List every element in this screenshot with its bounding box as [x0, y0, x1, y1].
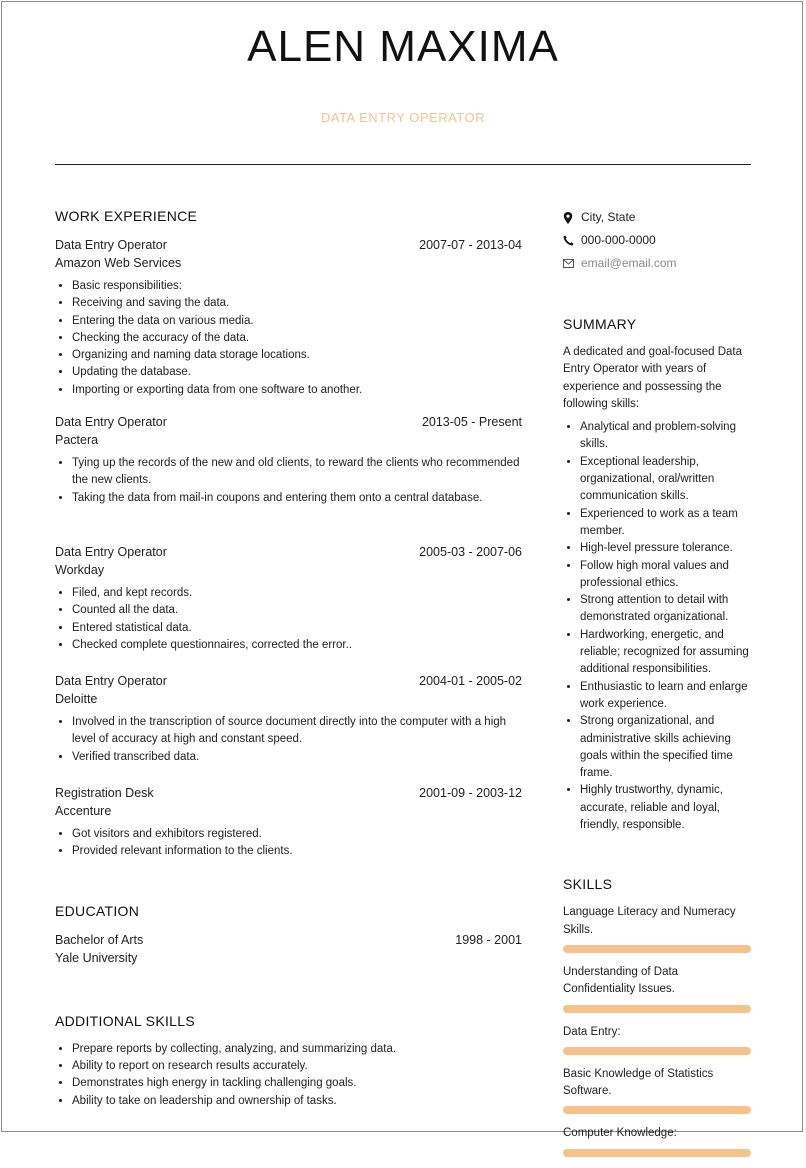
- list-item: • Basic responsibilities:: [72, 278, 522, 295]
- job-entry: [55, 672, 522, 766]
- list-item: • Organizing and naming data storage locations.: [72, 347, 522, 364]
- skill-item: [563, 1125, 751, 1156]
- job-company: Accenture: [55, 804, 112, 819]
- main-column: [55, 208, 522, 1110]
- list-item: • Checked complete questionnaires, corrected the error..: [72, 637, 522, 654]
- skill-level-bar: [563, 1149, 751, 1157]
- candidate-name: ALEN MAXIMA: [247, 22, 559, 71]
- job-bullets: [55, 585, 522, 654]
- skill-item: [563, 1066, 751, 1115]
- job-entry: [55, 236, 522, 399]
- education-dates: 1998 - 2001: [455, 932, 522, 947]
- list-item: • Entering the data on various media.: [72, 313, 522, 330]
- additional-skills-heading: ADDITIONAL SKILLS: [55, 1012, 195, 1029]
- job-dates: 2013-05 - Present: [421, 415, 522, 430]
- list-item: • Prepare reports by collecting, analyzing, and summarizing data.: [72, 1041, 522, 1058]
- education-heading: EDUCATION: [55, 902, 140, 919]
- skill-name: Understanding of Data Confidentiality Issues.: [563, 965, 679, 996]
- skill-level-bar: [563, 1047, 751, 1055]
- job-dates: 2007-07 - 2013-04: [419, 238, 522, 252]
- list-item: • Enthusiastic to learn and enlarge work experience.: [580, 679, 751, 714]
- additional-skills-list: [55, 1041, 522, 1110]
- contact-location: [563, 206, 751, 229]
- work-experience-heading: WORK EXPERIENCE: [55, 208, 198, 224]
- job-position: Data Entry Operator: [55, 415, 167, 430]
- job-entry: [55, 784, 522, 861]
- list-item: • Strong attention to detail with demonstrated organizational.: [580, 592, 751, 627]
- job-position: Registration Desk: [55, 786, 154, 801]
- list-item: • Follow high moral values and professional ethics.: [580, 558, 751, 593]
- skill-level-bar: [563, 1106, 751, 1114]
- contact-phone-text: 000-000-0000: [581, 233, 656, 247]
- candidate-role: DATA ENTRY OPERATOR: [320, 110, 486, 125]
- phone-icon: [563, 235, 581, 246]
- job-company: Amazon Web Services: [55, 256, 182, 270]
- education-school: Yale University: [55, 950, 138, 965]
- list-item: • Importing or exporting data from one software to another.: [72, 382, 522, 399]
- side-column: [563, 206, 751, 1168]
- job-bullets: [55, 714, 522, 766]
- job-dates: 2001-09 - 2003-12: [419, 786, 522, 801]
- list-item: • Filed, and kept records.: [72, 585, 522, 602]
- contact-phone: [563, 229, 751, 252]
- list-item: • Highly trustworthy, dynamic, accurate, reliable and loyal, friendly, responsible.: [580, 782, 751, 834]
- list-item: • Verified transcribed data.: [72, 749, 522, 766]
- job-dates: 2004-01 - 2005-02: [419, 674, 522, 689]
- list-item: • Checking the accuracy of the data.: [72, 330, 522, 347]
- location-pin-icon: [563, 212, 581, 224]
- list-item: • Ability to take on leadership and ownership of tasks.: [72, 1093, 522, 1110]
- skill-item: [563, 1024, 751, 1055]
- job-position: Data Entry Operator: [55, 238, 167, 252]
- skill-item: [563, 904, 751, 953]
- list-item: • Tying up the records of the new and old clients, to reward the clients who recommended the new clients.: [72, 455, 522, 490]
- contact-email[interactable]: [563, 252, 751, 275]
- skill-level-bar: [563, 945, 751, 953]
- list-item: • Involved in the transcription of source document directly into the computer with a high level of accuracy at high and constant speed.: [72, 714, 522, 749]
- summary-skills-list: [563, 419, 751, 834]
- list-item: • Got visitors and exhibitors registered.: [72, 826, 522, 843]
- list-item: • Ability to report on research results accurately.: [72, 1058, 522, 1075]
- summary-text: A dedicated and goal-focused Data Entry Operator with years of experience and possessing the following skills:: [563, 346, 743, 410]
- list-item: • Strong organizational, and administrative skills achieving goals within the specified time frame.: [580, 713, 751, 782]
- list-item: • Updating the database.: [72, 364, 522, 381]
- mail-icon: [563, 259, 581, 268]
- skills-heading: SKILLS: [563, 876, 613, 893]
- job-bullets: [55, 826, 522, 861]
- job-company: Pactera: [55, 433, 99, 448]
- list-item: • Receiving and saving the data.: [72, 295, 522, 312]
- job-bullets: [55, 455, 522, 507]
- list-item: • Taking the data from mail-in coupons and entering them onto a central database.: [72, 490, 522, 507]
- skill-level-bar: [563, 1005, 751, 1013]
- list-item: • Demonstrates high energy in tackling challenging goals.: [72, 1075, 522, 1092]
- list-item: • Analytical and problem-solving skills.: [580, 419, 751, 454]
- header-divider: [55, 164, 751, 165]
- skill-name: Data Entry:: [563, 1025, 621, 1038]
- job-dates: 2005-03 - 2007-06: [419, 544, 522, 559]
- job-company: Deloitte: [55, 692, 98, 707]
- job-entry: [55, 543, 522, 654]
- skill-item: [563, 964, 751, 1013]
- summary-heading: SUMMARY: [563, 316, 637, 332]
- job-entry: [55, 413, 522, 507]
- list-item: • Hardworking, energetic, and reliable; recognized for assuming additional responsibilities.: [580, 627, 751, 679]
- skill-name: Language Literacy and Numeracy Skills.: [563, 906, 736, 936]
- skill-name: Computer Knowledge:: [563, 1127, 677, 1140]
- skill-name: Basic Knowledge of Statistics Software.: [563, 1067, 714, 1098]
- list-item: • Counted all the data.: [72, 602, 522, 619]
- list-item: • Exceptional leadership, organizational, oral/written communication skills.: [580, 454, 751, 506]
- job-position: Data Entry Operator: [55, 674, 167, 689]
- job-position: Data Entry Operator: [55, 544, 167, 559]
- list-item: • Provided relevant information to the clients.: [72, 843, 522, 860]
- job-company: Workday: [55, 562, 105, 577]
- education-degree: Bachelor of Arts: [55, 932, 144, 947]
- job-bullets: [55, 278, 522, 399]
- contact-email-text[interactable]: email@email.com: [581, 256, 677, 270]
- list-item: • High-level pressure tolerance.: [580, 540, 751, 557]
- list-item: • Entered statistical data.: [72, 620, 522, 637]
- contact-location-text: City, State: [581, 210, 636, 224]
- list-item: • Experienced to work as a team member.: [580, 506, 751, 541]
